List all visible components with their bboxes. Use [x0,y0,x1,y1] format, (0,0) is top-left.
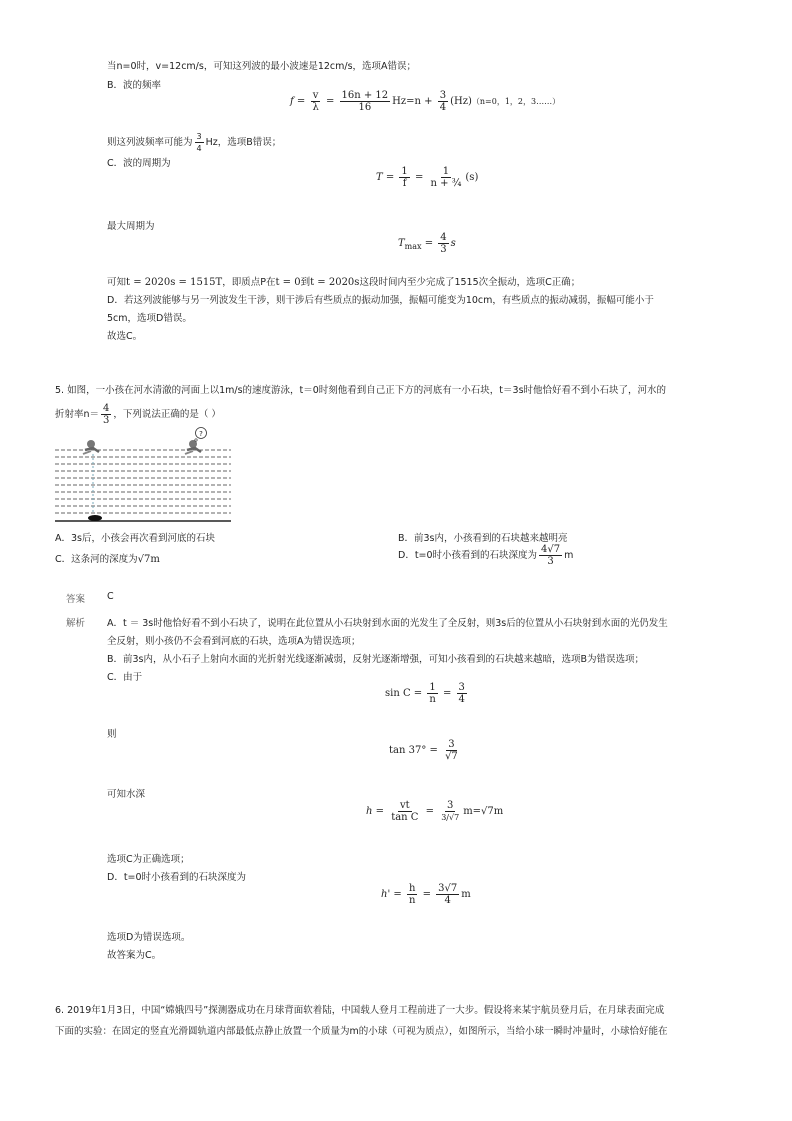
text-part: ，选项B错误； [217,137,282,148]
option-part: m [564,550,574,561]
formula-part: 3 [440,244,447,255]
analysis-line: 可知水深 [107,789,146,800]
text-part: t = 2020s [310,277,360,288]
text-line: B．波的频率 [107,80,162,91]
formula-part: 3√7 [438,883,458,894]
apparent-depth-formula [381,883,471,906]
river-figure [55,424,233,526]
max-period-formula [398,232,456,255]
thought-bubble-icon [195,428,207,442]
formula-part: f = [290,96,309,107]
formula-part: s [450,238,456,249]
text-part: 到 [300,277,311,288]
formula-part: √7 [445,751,458,762]
formula-part: v [312,90,319,101]
formula-part: h = [366,806,388,817]
stem-part: 4 [103,403,110,414]
option-part: C．这条河的深度为 [55,554,138,565]
formula-part: = [419,889,435,900]
analysis-line: A．t ＝ 3s时他恰好看不到小石块了，说明在此位置从小石块射到水面的光发生了全反射，则3s后的位置从小石块射到水面的光仍发生 [107,618,668,629]
text-line: 最大周期为 [107,221,155,232]
text-part: 3 [196,132,202,141]
answer-value: C [107,591,114,602]
option-a: A．3s后，小孩会再次看到河底的石块 [55,533,215,544]
formula-part: = [422,806,438,817]
sin-formula [385,682,469,705]
formula-part: = [439,688,455,699]
stem-part: 折射率n＝ [55,409,100,420]
analysis-line: D．t=0时小孩看到的石块深度为 [107,872,247,883]
analysis-line: 选项C为正确选项； [107,854,190,865]
text-part: Hz [205,137,218,148]
analysis-line: 故答案为C。 [107,950,162,961]
formula-part: （n=0，1，2，3……） [471,97,561,106]
stone-icon [88,515,102,521]
formula-part: λ [312,102,319,113]
formula-part: 3 [439,90,447,101]
formula-part: 3 [447,800,454,811]
formula-part: f [402,178,407,189]
text-line: D．若这列波能够与另一列波发生干涉，则干涉后有些质点的振动加强，振幅可能变为10cm，有些质点的振动减弱，振幅可能小于 [107,295,654,306]
text-part: t = 2020s = 1515T [126,277,223,288]
formula-part: n [408,895,416,906]
analysis-line: C．由于 [107,672,143,683]
question-5-stem [55,403,221,426]
text-part: ，即质点P在 [222,277,276,288]
formula-part: 3 [448,739,455,750]
formula-part: 3 [458,682,465,693]
text-line: 故选C。 [107,331,143,342]
formula-part: (Hz) [450,96,472,107]
formula-part: h [408,883,416,894]
analysis-line: 则 [107,729,117,740]
formula-part: 4 [444,895,451,906]
formula-part: = [411,172,427,183]
formula-part: 4 [440,232,447,243]
formula-part: 16n + 12 [341,90,389,101]
tan-formula [389,739,462,762]
formula-part: 4 [458,694,465,705]
formula-part: sin C = [385,688,426,699]
question-6-stem: 下面的实验：在固定的竖直光滑圆轨道内部最低点静止放置一个质量为m的小球（可视为质点），如图所示，当给小球一瞬时冲量时，小球恰好能在 [55,1026,668,1037]
option-part: 3 [547,556,554,567]
text-part: t = 0 [275,277,301,288]
formula-part: 1 [442,166,450,177]
formula-part: Hz=n + [392,96,436,107]
bubble-text: ? [199,430,203,438]
question-6-stem: 6. 2019年1月3日，中国“嫦娥四号”探测器成功在月球背面软着陆，中国载人登月工程前进了一大步。假设将来某宇航员登月后，在月球表面完成 [55,1005,665,1016]
formula-part: max [404,242,422,251]
formula-part: n [429,694,436,705]
formula-part: vt [399,800,410,811]
formula-part: 16 [358,102,372,113]
analysis-line: 全反射，则小孩仍不会看到河底的石块，选项A为错误选项； [107,636,361,647]
analysis-line: 选项D为错误选项。 [107,932,191,943]
formula-part: = [322,96,338,107]
text-line [107,131,281,154]
stem-part: 3 [103,415,110,426]
option-part: 4√7 [541,544,561,555]
answer-label: 答案 [66,594,86,605]
analysis-label: 解析 [66,618,86,629]
text-part: 4 [196,144,202,153]
text-part: 可知 [107,277,127,288]
text-line [107,274,580,288]
formula-part: m=√7m [463,806,504,817]
formula-part: T = [376,172,398,183]
formula-part: h' = [381,889,405,900]
option-b: B．前3s内，小孩看到的石块越来越明亮 [398,533,568,544]
option-c [55,551,160,565]
formula-part: T [398,238,405,249]
formula-part: 1 [401,166,408,177]
option-part: D．t=0时小孩看到的石块深度为 [398,550,538,561]
depth-formula [366,800,503,823]
frequency-formula [290,90,560,113]
period-formula [376,166,478,189]
text-line: 当n=0时，v=12cm/s，可知这列波的最小波速是12cm/s，选项A错误； [107,61,417,72]
analysis-line: B．前3s内，从小石子上射向水面的光折射光线逐渐减弱，反射光逐渐增强，可知小孩看到的石块越来越暗，选项B为错误选项； [107,654,645,665]
formula-part: 3/√7 [441,813,460,822]
formula-part: m [461,889,471,900]
child-swimmer-icon [83,440,99,454]
formula-part: = [421,238,437,249]
formula-part: tan C [391,812,419,823]
formula-part: tan 37° = [389,745,442,756]
water-lines [55,450,231,513]
formula-part: (s) [465,172,479,183]
text-part: 这段时间内至少完成了1515次全振动，选项C正确； [359,277,581,288]
option-d [398,544,573,567]
option-part: √7m [137,554,160,565]
formula-part: 1 [429,682,436,693]
formula-part: n + ¾ [430,178,462,189]
question-5-stem: 5. 如图，一小孩在河水清澈的河面上以1m/s的速度游泳，t＝0时刻他看到自己正下方的河底有一小石块，t＝3s时他恰好看不到小石块了，河水的 [55,385,667,396]
formula-part: 4 [439,102,447,113]
text-part: 则这列波频率可能为 [107,137,193,148]
child-swimmer-icon [185,440,201,454]
text-line: C．波的周期为 [107,158,171,169]
stem-part: ，下列说法正确的是（ ） [113,409,221,420]
text-line: 5cm，选项D错误。 [107,313,192,324]
